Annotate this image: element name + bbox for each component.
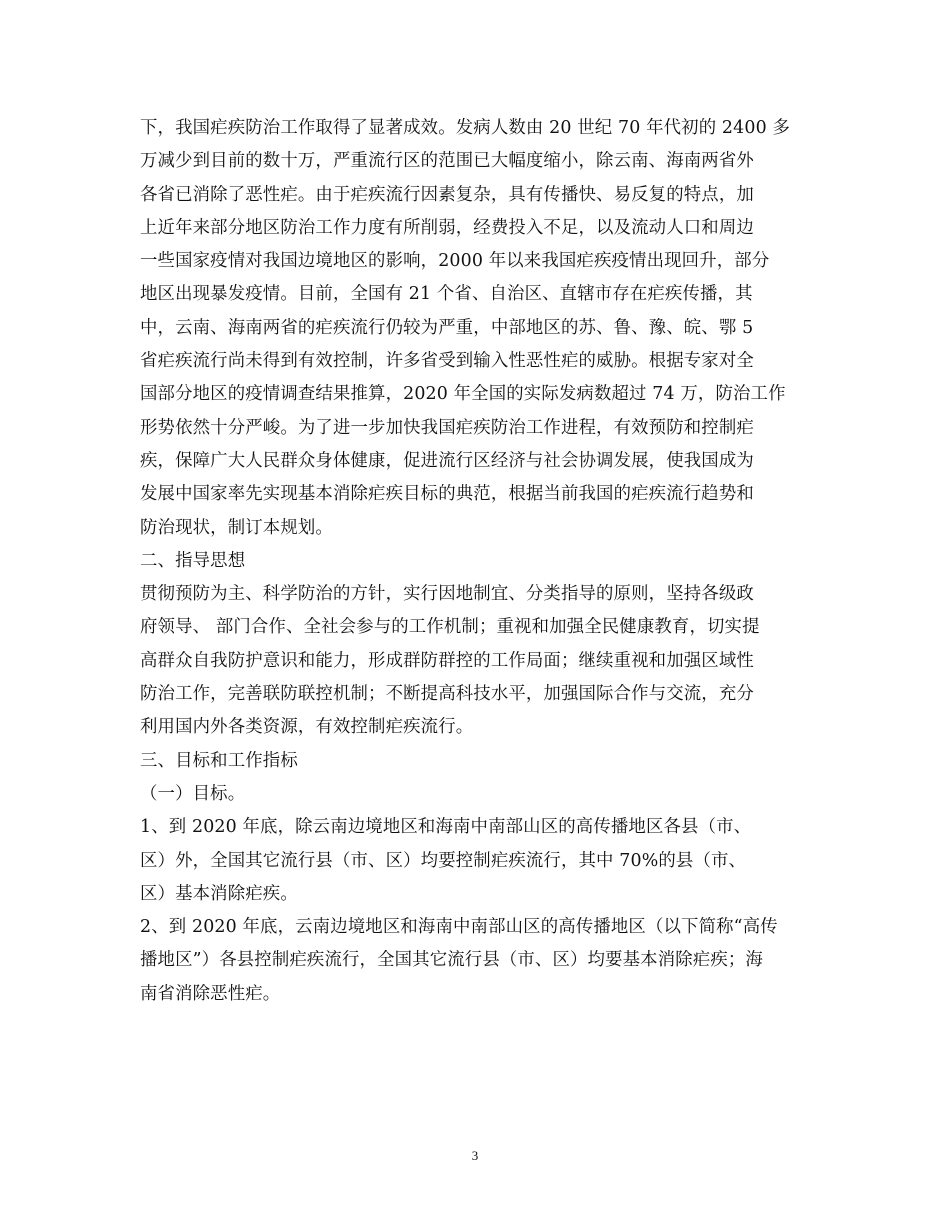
text-line: 播地区”）各县控制疟疾流行，全国其它流行县（市、区）均要基本消除疟疾；海 [140, 950, 763, 971]
text-line: 疾，保障广大人民群众身体健康，促进流行区经济与社会协调发展，使我国成为 [140, 450, 754, 471]
text-line: 府领导、 部门合作、全社会参与的工作机制；重视和加强全民健康教育，切实提 [140, 617, 760, 638]
text-line: 贯彻预防为主、科学防治的方针，实行因地制宜、分类指导的原则，坚持各级政 [140, 584, 754, 605]
text-line: 区）外，全国其它流行县（市、区）均要控制疟疾流行，其中 70%的县（市、 [140, 850, 747, 871]
text-line: 防治工作，完善联防联控机制；不断提高科技水平，加强国际合作与交流，充分 [140, 684, 754, 705]
text-line: 各省已消除了恶性疟。由于疟疾流行因素复杂，具有传播快、易反复的特点，加 [140, 184, 754, 205]
section-heading: 三、目标和工作指标 [140, 750, 298, 771]
text-line: 国部分地区的疫情调查结果推算，2020 年全国的实际发病数超过 74 万，防治工作 [140, 384, 786, 405]
text-line: 防治现状，制订本规划。 [140, 517, 333, 538]
text-line: 地区出现暴发疫情。目前，全国有 21 个省、自治区、直辖市存在疟疾传播，其 [140, 284, 753, 305]
text-line: 高群众自我防护意识和能力，形成群防群控的工作局面；继续重视和加强区域性 [140, 650, 754, 671]
text-line: 1、到 2020 年底，除云南边境地区和海南中南部山区的高传播地区各县（市、 [140, 817, 752, 838]
text-line: 2、到 2020 年底，云南边境地区和海南中南部山区的高传播地区（以下简称“高传 [140, 917, 778, 938]
text-line: 万减少到目前的数十万，严重流行区的范围已大幅度缩小，除云南、海南两省外 [140, 151, 754, 172]
subsection-heading: （一）目标。 [140, 783, 246, 804]
text-line: 上近年来部分地区防治工作力度有所削弱，经费投入不足，以及流动人口和周边 [140, 217, 754, 238]
text-line: 一些国家疫情对我国边境地区的影响，2000 年以来我国疟疾疫情出现回升，部分 [140, 251, 770, 272]
text-line: 发展中国家率先实现基本消除疟疾目标的典范，根据当前我国的疟疾流行趋势和 [140, 484, 754, 505]
text-line: 形势依然十分严峻。为了进一步加快我国疟疾防治工作进程，有效预防和控制疟 [140, 417, 754, 438]
text-line: 南省消除恶性疟。 [140, 983, 281, 1004]
text-line: 利用国内外各类资源，有效控制疟疾流行。 [140, 717, 474, 738]
section-heading: 二、指导思想 [140, 550, 246, 571]
text-line: 下，我国疟疾防治工作取得了显著成效。发病人数由 20 世纪 70 年代初的 2400 多 [140, 118, 791, 138]
page-number: 3 [471, 1148, 479, 1163]
document-body [140, 112, 816, 1011]
text-line: 省疟疾流行尚未得到有效控制，许多省受到输入性恶性疟的威胁。根据专家对全 [140, 351, 754, 372]
text-line: 中，云南、海南两省的疟疾流行仍较为严重，中部地区的苏、鲁、豫、皖、鄂 5 [140, 317, 754, 338]
text-line: 区）基本消除疟疾。 [140, 883, 298, 904]
